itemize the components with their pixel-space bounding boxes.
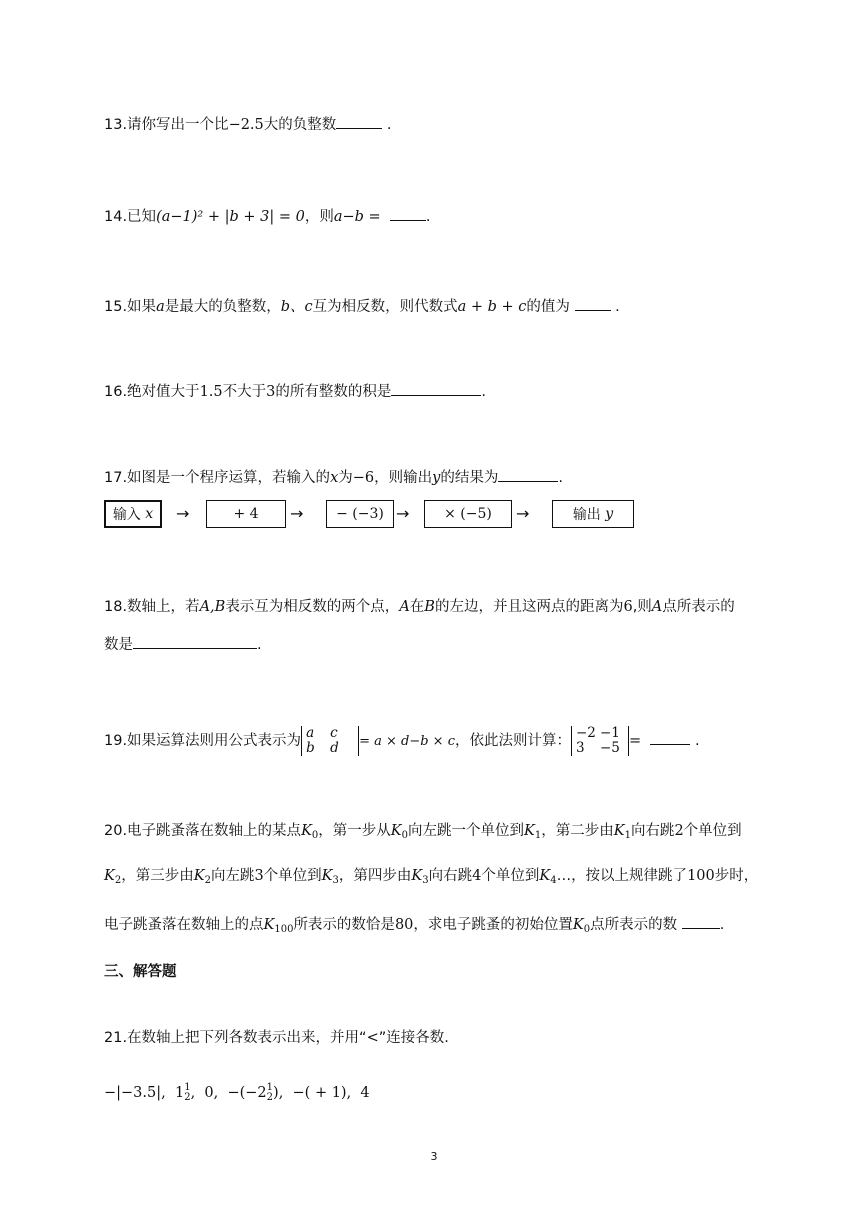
question-18: 18.数轴上，若A,B表示互为相反数的两个点，A在B的左边，并且这两点的距离为6,则A点所表示的 (104, 599, 735, 615)
arrow-icon: → (396, 504, 410, 523)
question-21-numbers: −|−3.5|, 11 2, 0, −(−21 2), −( + 1), 4 (104, 1082, 370, 1103)
answer-blank[interactable] (336, 113, 382, 129)
fraction: 1 2 (266, 1082, 274, 1103)
question-18-line-2: 数是 . (104, 633, 262, 655)
arrow-icon: → (516, 504, 530, 523)
answer-blank[interactable] (390, 205, 426, 221)
subtract-neg3-box: − (−3) (326, 500, 394, 528)
determinant-abcd: a c b d (301, 726, 359, 756)
question-20-line-2: $K_2$，第三步由$K_2$向左跳3个单位到$K_3$，第四步由$K_3$向右跳4个单位到$K_4\dots$，按以上规律跳了100步时， (104, 868, 759, 886)
answer-blank[interactable] (575, 295, 611, 311)
program-flow-diagram (104, 498, 664, 534)
arrow-icon: → (176, 504, 190, 523)
multiply-neg5-box: × (−5) (424, 500, 512, 528)
question-16: 16.绝对值大于1.5不大于3的所有整数的积是 . (104, 380, 486, 402)
answer-blank[interactable] (133, 633, 257, 649)
fraction: 1 2 (184, 1082, 191, 1103)
question-20-line-3: 电子跳蚤落在数轴上的点$K_{100}$所表示的数恰是80，求电子跳蚤的初始位置$K_0$点所表示的数 . (104, 913, 724, 940)
input-box: 输入 x (104, 500, 162, 528)
answer-blank[interactable] (650, 729, 690, 745)
arrow-icon: → (290, 504, 304, 523)
answer-blank[interactable] (391, 380, 481, 396)
question-20-line-1: 20.电子跳蚤落在数轴上的某点$K_0$，第一步从$K_0$向左跳一个单位到$K_1$，第二步由$K_1$向右跳2个单位到 (104, 823, 742, 841)
answer-blank[interactable] (682, 913, 720, 929)
question-15: 15.如果a是最大的负整数，b、c互为相反数，则代数式a + b + c的值为 . (104, 295, 620, 317)
question-19: 19.如果运算法则用公式表示为 a c b d = a × d−b × c，依此法则计算： −2 −1 3 −5 = . (104, 725, 700, 756)
determinant-numeric: −2 −1 3 −5 (571, 726, 629, 756)
add-4-box: + 4 (206, 500, 286, 528)
section-heading: 三、解答题 (104, 964, 177, 980)
answer-blank[interactable] (498, 466, 558, 482)
page-number: 3 (430, 1150, 438, 1163)
question-14: 14.已知(a−1)² + |b + 3| = 0，则a−b = . (104, 205, 431, 227)
question-13: 13.请你写出一个比−2.5大的负整数 . (104, 113, 392, 135)
output-box: 输出 y (552, 500, 634, 528)
question-17: 17.如图是一个程序运算，若输入的x为−6，则输出y的结果为 . (104, 466, 563, 488)
question-21: 21.在数轴上把下列各数表示出来，并用“<”连接各数. (104, 1030, 449, 1046)
